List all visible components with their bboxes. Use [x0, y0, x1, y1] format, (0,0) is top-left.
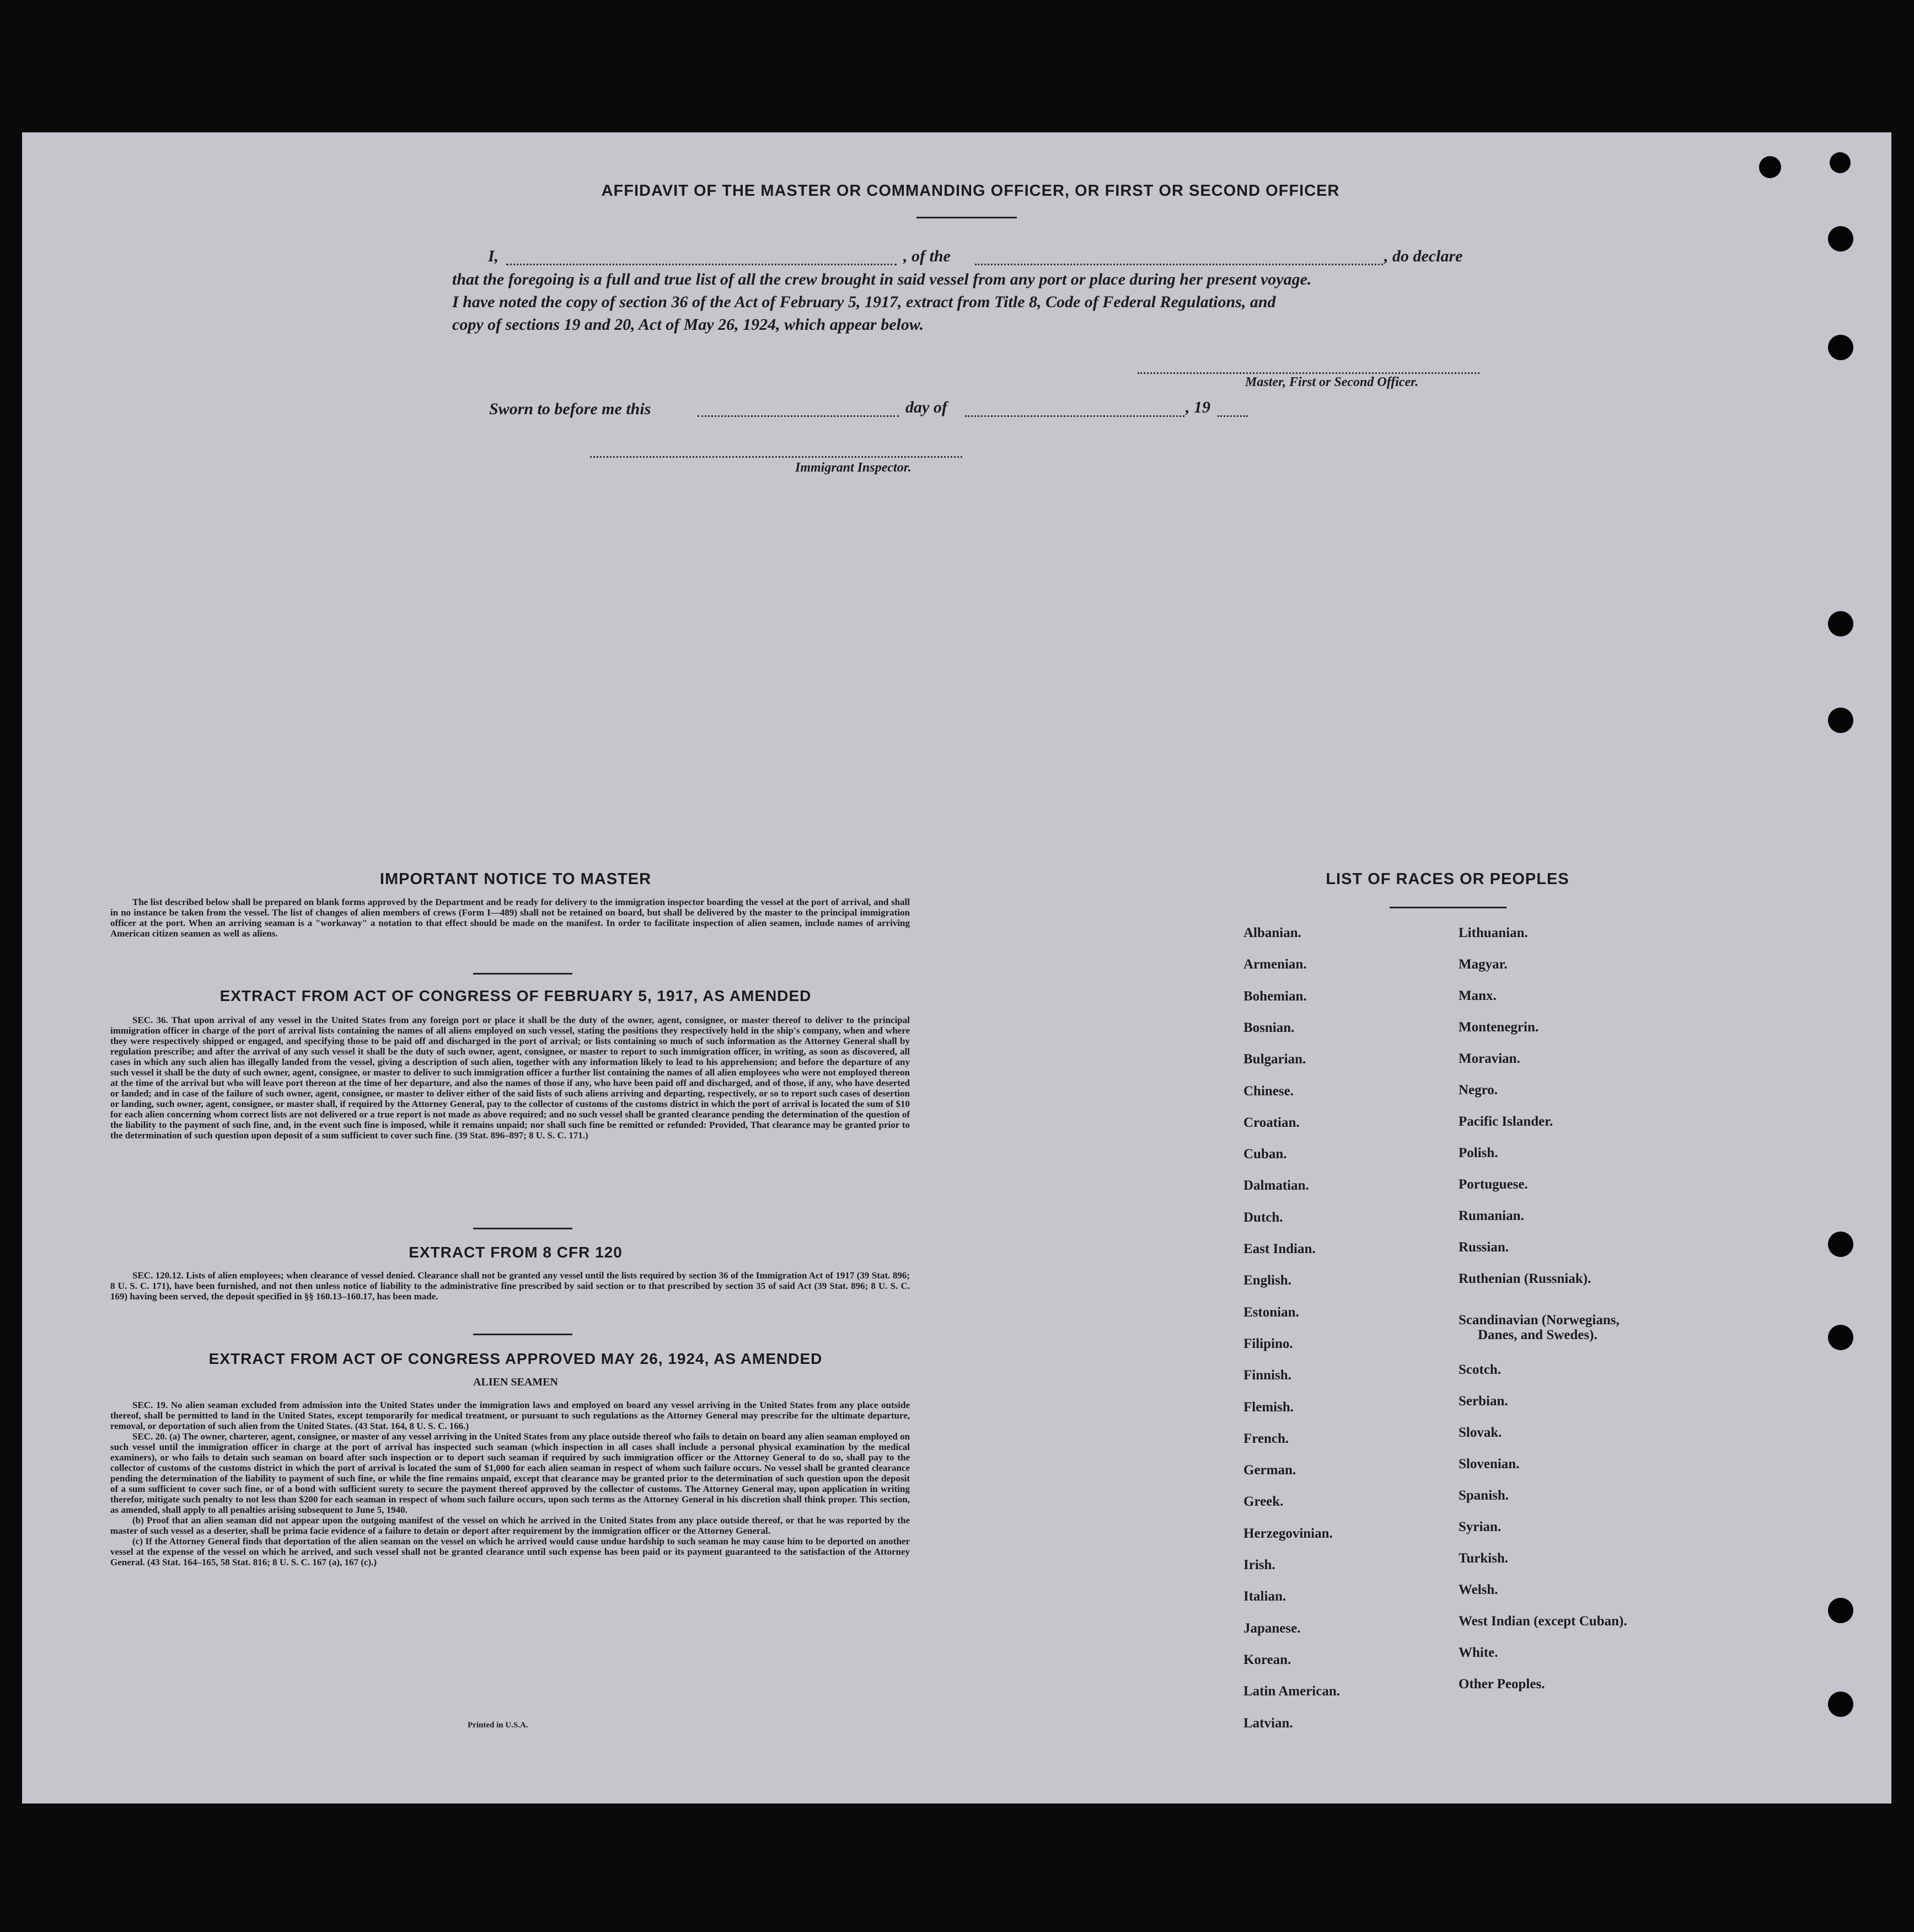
binder-hole [1828, 226, 1853, 251]
race-item: Scotch. [1459, 1362, 1502, 1377]
alien-seamen-subtitle: ALIEN SEAMEN [473, 1376, 558, 1388]
race-item: Montenegrin. [1459, 1020, 1539, 1035]
race-item: French. [1243, 1431, 1289, 1446]
sec-20c-paragraph: (c) If the Attorney General finds that deportation of the alien seaman on the vessel on which he arrived would cause undue hardship to such seaman he may cause him to be deported on another vessel at the expense of the vessel on which he arrived, and such vessel shall not be granted clearance until such expense has been paid or its payment guaranteed to the satisfaction of the Attorney General. (43 Stat. 164–165, 58 Stat. 816; 8 U. S. C. 167 (a), 167 (c).) [110, 1536, 910, 1567]
binder-hole [1759, 156, 1781, 178]
extract-1917-body [110, 1015, 910, 1141]
race-item: Chinese. [1243, 1083, 1294, 1099]
affidavit-line2: that the foregoing is a full and true list of all the crew brought in said vessel from any port or place during her present voyage. [452, 270, 1312, 288]
race-item: Slovenian. [1459, 1457, 1520, 1471]
divider [473, 1228, 572, 1229]
race-item: Bosnian. [1243, 1020, 1295, 1035]
race-item: Manx. [1459, 988, 1497, 1003]
race-item: Croatian. [1243, 1115, 1300, 1130]
race-item: Rumanian. [1459, 1208, 1524, 1223]
race-item: Magyar. [1459, 957, 1508, 972]
divider [473, 973, 572, 975]
race-item: Spanish. [1459, 1488, 1509, 1503]
master-label: Master, First or Second Officer. [1245, 375, 1419, 389]
affidavit-title: AFFIDAVIT OF THE MASTER OR COMMANDING OFFICER, OR FIRST OR SECOND OFFICER [601, 182, 1340, 200]
race-item: English. [1243, 1273, 1291, 1288]
day-of-label: day of [905, 398, 947, 416]
race-item: Bulgarian. [1243, 1052, 1306, 1067]
race-item: Portuguese. [1459, 1177, 1528, 1192]
extract-1924-body [110, 1400, 910, 1567]
extract-cfr-body [110, 1270, 910, 1302]
notice-body [110, 897, 910, 939]
vessel-blank[interactable] [975, 248, 1383, 265]
inspector-signature-line[interactable] [590, 448, 962, 458]
master-signature-line[interactable] [1138, 361, 1479, 374]
binder-hole [1828, 1598, 1853, 1623]
sworn-date-blank[interactable] [698, 402, 899, 417]
race-item: Danes, and Swedes). [1478, 1328, 1597, 1342]
race-item: Lithuanian. [1459, 925, 1528, 940]
race-item: Scandinavian (Norwegians, [1459, 1313, 1620, 1328]
sec-20b-paragraph: (b) Proof that an alien seaman did not appear upon the outgoing manifest of the vessel on which he arrived in the United States from any place outside thereof, or that he was reported by the master of such vessel as a deserter, shall be prima facie evidence of a failure to detain or deport after requirement by the immigration officer or the Attorney General. [110, 1515, 910, 1536]
binder-hole [1828, 1232, 1853, 1257]
race-item: Dutch. [1243, 1209, 1283, 1225]
race-item: West Indian (except Cuban). [1459, 1614, 1627, 1629]
divider [916, 217, 1017, 218]
race-item: Armenian. [1243, 957, 1307, 972]
name-blank[interactable] [506, 248, 897, 265]
binder-hole [1828, 1692, 1853, 1717]
race-item: Dalmatian. [1243, 1178, 1309, 1194]
year-blank[interactable] [1218, 402, 1248, 417]
affidavit-line3: I have noted the copy of section 36 of the Act of February 5, 1917, extract from Title 8, Code of Federal Regulations, and [452, 293, 1276, 311]
affidavit-i: I, [488, 247, 499, 265]
race-item: Finnish. [1243, 1368, 1291, 1383]
race-item: East Indian. [1243, 1241, 1316, 1256]
race-item: Russian. [1459, 1240, 1509, 1255]
divider [1390, 907, 1506, 908]
race-item: Welsh. [1459, 1582, 1498, 1597]
extract-1917-title: EXTRACT FROM ACT OF CONGRESS OF FEBRUARY 5, 1917, AS AMENDED [219, 987, 812, 1004]
races-title: LIST OF RACES OR PEOPLES [1326, 870, 1569, 888]
sec-120-paragraph: SEC. 120.12. Lists of alien employees; when clearance of vessel denied. Clearance shall not be granted any vessel until the lists required by section 36 of the Immigration Act of 1917 (39 Stat. 896; 8 U. S. C. 171), have been furnished, and not then unless notice of liability to the administrative fine prescribed by said section or to that prescribed by section 35 of said Act (39 Stat. 896; 8 U. S. C. 169) having been served, the deposit specified in §§ 160.13–160.17, has been made. [110, 1270, 910, 1302]
race-item: Estonian. [1243, 1304, 1299, 1320]
race-item: Syrian. [1459, 1519, 1502, 1534]
race-item: Latin American. [1243, 1684, 1340, 1699]
binder-hole [1828, 708, 1853, 733]
sec-20a-paragraph: SEC. 20. (a) The owner, charterer, agent, consignee, or master of any vessel arriving in the United States from any place outside thereof who fails to detain on board any alien seaman employed on such vessel until the immigration officer in charge at the port of arrival has inspected such seaman (which inspection in all cases shall include a personal physical examination by the medical examiners), or who fails to detain such seaman on board after such inspection or to deport such seaman if required by such immigration officer or the Attorney General to do so, shall pay to the collector of customs of the customs district in which the port of arrival is located the sum of $1,000 for each alien seaman in respect of whom such failure occurs. No vessel shall be granted clearance pending the determination of the liability to payment of such fine, or while the fine remains unpaid, except that clearance may be granted prior to the determination of such question upon the deposit of a sum sufficient to cover such fine, or of a bond with sufficient surety to secure the payment thereof approved by the collector of customs. The Attorney General may, upon application in writing therefor, mitigate such penalty to not less than $200 for each seaman in respect of whom such failure occurs, upon such terms as the Attorney General in his discretion shall think proper. This section, as amended, shall apply to all penalties arising subsequent to June 5, 1940. [110, 1431, 910, 1515]
extract-1924-title: EXTRACT FROM ACT OF CONGRESS APPROVED MAY 26, 1924, AS AMENDED [208, 1350, 823, 1367]
race-item: Negro. [1459, 1083, 1498, 1098]
race-item: Latvian. [1243, 1715, 1293, 1731]
race-item: Moravian. [1459, 1051, 1520, 1066]
race-item: Ruthenian (Russniak). [1459, 1271, 1591, 1286]
race-item: Albanian. [1243, 925, 1301, 940]
sec-36-paragraph: SEC. 36. That upon arrival of any vessel in the United States from any foreign port or place it shall be the duty of the owner, agent, consignee, or master thereof to deliver to the principal immigration officer in charge of the port of arrival lists containing the names of all aliens employed on such vessel, stating the positions they respectively hold in the ship's company, when and where they were respectively shipped or engaged, and specifying those to be paid off and discharged in the port of arrival; or lists containing so much of such information as the Attorney General shall by regulation prescribe; and after the arrival of any such vessel it shall be the duty of such owner, agent, consignee, or master to report to such immigration officer, in writing, as soon as discovered, all cases in which any such alien has illegally landed from the vessel, giving a description of such alien, together with any information likely to lead to his apprehension; and before the departure of any such vessel it shall be the duty of such owner, agent, consignee, or master to deliver to such immigration officer a further list containing the names of all alien employees who were not employed thereon at the time of the arrival but who will leave port thereon at the time of her departure, and also the names of those if any, who have been paid off and discharged, and of those, if any, who have deserted or landed; and in case of the failure of such owner, agent, consignee, or master to deliver either of the said lists of such aliens arriving and departing, respectively, or so to report such cases of desertion or landing, such owner, agent, consignee, or master shall, if required by the Attorney General, pay to the collector of customs of the customs district in which the port of arrival is located the sum of $10 for each alien concerning whom correct lists are not delivered or a true report is not made as above required; and no such vessel shall be granted clearance pending the determination of the question of the liability to the payment of such fine, and, in the event such fine is imposed, while it remains unpaid; nor shall such fine be remitted or refunded: Provided, That clearance may be granted prior to the determination of such question upon deposit of a sum sufficient to cover such fine. (39 Stat. 896–897; 8 U. S. C. 171.) [110, 1015, 910, 1141]
race-item: Cuban. [1243, 1147, 1287, 1162]
sec-19-paragraph: SEC. 19. No alien seaman excluded from admission into the United States under the immigration laws and employed on board any vessel arriving in the United States from any place outside thereof, shall be permitted to land in the United States, except temporarily for medical treatment, or pursuant to such regulations as the Attorney General may prescribe for the ultimate departure, removal, or deportation of such alien from the United States. (43 Stat. 164, 8 U. S. C. 166.) [110, 1400, 910, 1431]
race-item: Filipino. [1243, 1336, 1293, 1351]
race-item: Pacific Islander. [1459, 1114, 1553, 1129]
month-blank[interactable] [965, 402, 1184, 417]
affidavit-declare: , do declare [1384, 247, 1463, 265]
binder-hole [1828, 611, 1853, 636]
binder-hole [1828, 1325, 1853, 1350]
year-label: , 19 [1186, 398, 1210, 416]
race-item: German. [1243, 1463, 1296, 1478]
race-item: Greek. [1243, 1494, 1284, 1510]
notice-title: IMPORTANT NOTICE TO MASTER [379, 870, 652, 888]
binder-hole [1828, 335, 1853, 360]
race-item: Herzegovinian. [1243, 1526, 1333, 1541]
race-item: Turkish. [1459, 1551, 1509, 1566]
race-item: Polish. [1459, 1146, 1498, 1160]
affidavit-line4: copy of sections 19 and 20, Act of May 26, 1924, which appear below. [452, 315, 924, 334]
race-item: Bohemian. [1243, 988, 1307, 1004]
race-item: Slovak. [1459, 1425, 1502, 1440]
race-item: Flemish. [1243, 1399, 1294, 1415]
divider [473, 1334, 572, 1335]
race-item: White. [1459, 1645, 1498, 1660]
inspector-label: Immigrant Inspector. [795, 461, 912, 475]
race-item: Korean. [1243, 1652, 1291, 1667]
race-item: Irish. [1243, 1558, 1275, 1572]
race-item: Italian. [1243, 1589, 1286, 1604]
binder-hole [1830, 152, 1851, 173]
extract-cfr-title: EXTRACT FROM 8 CFR 120 [409, 1244, 623, 1261]
race-item: Serbian. [1459, 1394, 1508, 1409]
notice-paragraph: The list described below shall be prepared on blank forms approved by the Department and be ready for delivery to the immigration inspector boarding the vessel at the port of arrival, and shall in no instance be taken from the vessel. The list of changes of alien members of crews (Form I—489) shall not be retained on board, but shall be delivered by the master to the principal immigration officer at the port. When an arriving seaman is a "workaway" a notation to that effect should be made on the manifest. In order to facilitate inspection of alien seamen, include names of arriving American citizen seamen as well as aliens. [110, 897, 910, 939]
race-item: Japanese. [1243, 1620, 1301, 1636]
race-item: Other Peoples. [1459, 1677, 1545, 1692]
affidavit-of-the: , of the [903, 247, 951, 265]
sworn-label: Sworn to before me this [489, 400, 651, 418]
printed-in-usa: Printed in U.S.A. [468, 1721, 528, 1730]
